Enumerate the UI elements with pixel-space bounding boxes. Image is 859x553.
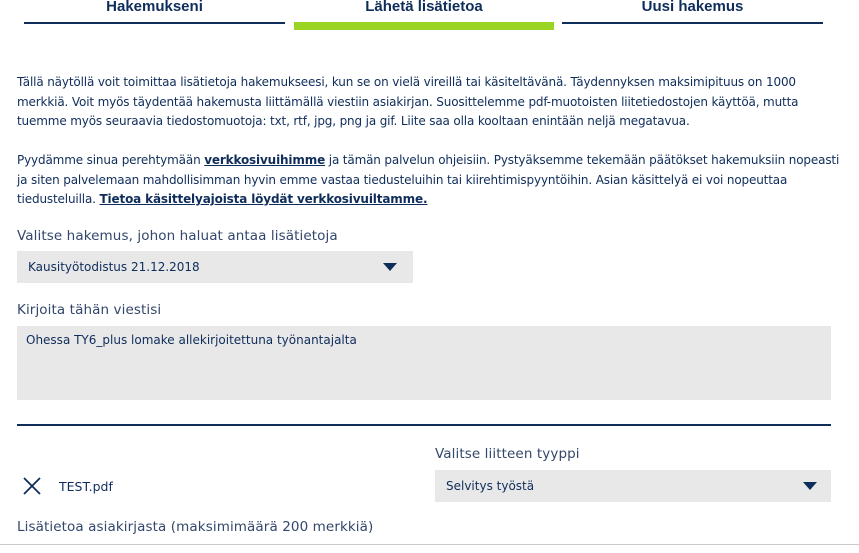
tab-label: Uusi hakemus xyxy=(641,0,744,15)
application-select-value: Kausityötodistus 21.12.2018 xyxy=(28,260,200,274)
tab-bar xyxy=(0,0,859,32)
caret-down-icon xyxy=(383,263,397,271)
message-textarea[interactable] xyxy=(17,326,831,400)
tab-active-indicator xyxy=(294,22,554,30)
tab-label: Hakemukseni xyxy=(106,0,203,15)
close-icon xyxy=(22,476,42,496)
application-select[interactable] xyxy=(17,251,413,283)
website-link[interactable]: verkkosivuihimme xyxy=(204,153,326,167)
guidance-text-middle: ja tämän palvelun ohjeisiin. Pystyäksemme tekemään päätökset hakemuksiin nopeasti ja siten palvelemaan mahdollisimman hyvin emme vastaa tiedusteluihin tai kiirehtimispyyntöihin. Asian käsittelyä ei voi nopeuttaa tiedusteluilla. xyxy=(17,153,840,206)
remove-attachment-button[interactable] xyxy=(22,476,42,496)
processing-times-link[interactable]: Tietoa käsittelyajoista löydät verkkosivuiltamme. xyxy=(99,192,428,206)
section-divider xyxy=(17,424,831,426)
tab-hakemukseni[interactable] xyxy=(24,0,285,22)
guidance-paragraph xyxy=(17,151,842,210)
message-label: Kirjoita tähän viestisi xyxy=(17,302,162,318)
application-select-label: Valitse hakemus, johon haluat antaa lisätietoja xyxy=(17,228,338,244)
attachment-type-select[interactable] xyxy=(435,470,831,502)
tab-label: Lähetä lisätietoa xyxy=(365,0,483,15)
message-value: Ohessa TY6_plus lomake allekirjoitettuna työnantajalta xyxy=(26,333,357,347)
guidance-text-start: Pyydämme sinua perehtymään xyxy=(17,153,205,167)
tab-laheta-lisatietoa[interactable] xyxy=(294,0,554,22)
attachment-file-name: TEST.pdf xyxy=(59,479,113,494)
tab-underline xyxy=(562,22,823,24)
tab-underline xyxy=(24,22,285,24)
attachment-type-value: Selvitys työstä xyxy=(446,479,535,493)
caret-down-icon xyxy=(803,482,817,490)
tab-uusi-hakemus[interactable] xyxy=(562,0,823,22)
attachment-type-label: Valitse liitteen tyyppi xyxy=(435,446,580,462)
intro-paragraph: Tällä näytöllä voit toimittaa lisätietoja hakemukseesi, kun se on vielä vireillä tai käsiteltävänä. Täydennyksen maksimipituus on 1000 merkkiä. Voit myös täydentää hakemusta liittämällä viestiin asiakirjan. Suosittelemme pdf-muotoisten liitetiedostojen käyttöä, mutta tuemme myös seuraavia tiedostomuotoja: txt, rtf, jpg, png ja gif. Liite saa olla kooltaan enintään neljä megatavua. xyxy=(17,75,799,128)
attachment-info-label: Lisätietoa asiakirjasta (maksimimäärä 200 merkkiä) xyxy=(17,519,374,535)
attachment-info-field-edge xyxy=(0,544,859,545)
